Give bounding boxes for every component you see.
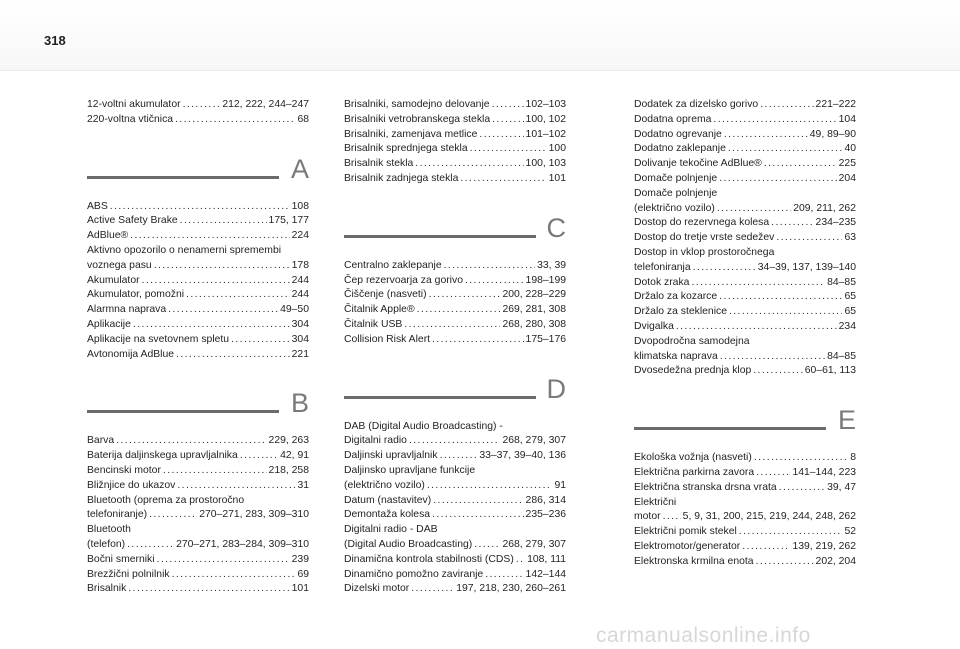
index-entry-term: Brisalniki vetrobranskega stekla <box>344 113 491 125</box>
index-entry-pages: 175–176 <box>525 333 566 345</box>
index-entry-term: Električna stranska drsna vrata <box>634 481 777 493</box>
index-entry-term: Aplikacije na svetovnem spletu <box>87 333 230 345</box>
dot-leader <box>444 259 535 274</box>
index-entry-term: Baterija daljinskega upravljalnika <box>87 450 238 462</box>
index-entry-term: 12-voltni akumulator <box>87 99 181 110</box>
index-entry <box>87 274 309 289</box>
index-entry-pages: 270–271, 283–284, 309–310 <box>176 538 309 550</box>
dot-leader <box>693 261 756 276</box>
index-entry <box>344 172 566 187</box>
index-entry-pages: 141–144, 223 <box>792 466 856 478</box>
index-entry-pages: 224 <box>291 230 309 242</box>
dot-leader <box>756 466 790 481</box>
dot-leader <box>739 525 843 540</box>
dot-leader <box>149 508 197 523</box>
dot-leader <box>779 481 825 496</box>
index-entry-term: Dodatna oprema <box>634 113 712 125</box>
index-entry-pages: 286, 314 <box>525 494 566 506</box>
index-entry <box>344 538 566 553</box>
index-entry <box>87 479 309 494</box>
index-entry <box>344 142 566 157</box>
index-entry-pages: 244 <box>291 274 309 286</box>
index-column-3 <box>634 98 856 570</box>
dot-leader <box>240 449 278 464</box>
index-entry-pages: 204 <box>838 172 856 184</box>
index-entry <box>634 466 856 481</box>
index-entry-pages: 239 <box>291 553 309 565</box>
index-entry-term: (Digital Audio Broadcasting) <box>344 538 473 550</box>
index-entry <box>634 142 856 157</box>
dot-leader <box>663 510 681 525</box>
index-entry <box>634 540 856 555</box>
index-entry-pages: 42, 91 <box>280 450 309 462</box>
dot-leader <box>417 303 501 318</box>
dot-leader <box>128 582 289 597</box>
index-entry-term: Brisalnik zadnjega stekla <box>344 172 459 184</box>
index-entry-pages: 178 <box>291 259 309 271</box>
index-entry-term: Avtonomija AdBlue <box>87 348 175 360</box>
index-entry-pages: 40 <box>844 143 856 155</box>
index-entry-pages: 101–102 <box>525 128 566 140</box>
index-entry <box>87 259 309 274</box>
index-entry-pages: 202, 204 <box>815 555 856 567</box>
index-entry-pages: 49–50 <box>280 304 309 316</box>
dot-leader <box>180 214 267 229</box>
index-entry-lead: Digitalni radio - DAB <box>344 524 438 536</box>
index-entry-pages: 142–144 <box>525 568 566 580</box>
index-entry-pages: 31 <box>297 479 309 491</box>
index-entry <box>87 318 309 333</box>
dot-leader <box>168 303 278 318</box>
index-entry-pages: 104 <box>838 113 856 125</box>
dot-leader <box>724 128 808 143</box>
dot-leader <box>460 172 546 187</box>
index-entry <box>344 494 566 509</box>
dot-leader <box>432 508 523 523</box>
dot-leader <box>742 540 790 555</box>
index-entry <box>634 231 856 246</box>
dot-leader <box>776 231 842 246</box>
index-entry <box>634 320 856 335</box>
index-entry-term: Električna parkirna zavora <box>634 466 755 478</box>
index-entry <box>634 555 856 570</box>
index-entry-pages: 268, 280, 308 <box>502 318 566 330</box>
index-entry-pages: 270–271, 283, 309–310 <box>199 509 309 521</box>
index-entry-term: Čitalnik Apple® <box>344 304 415 316</box>
index-entry-term: Collision Risk Alert <box>344 333 431 345</box>
index-entry-term: voznega pasu <box>87 259 152 271</box>
index-entry-term: klimatska naprava <box>634 350 718 362</box>
index-entry-pages: 200, 228–229 <box>502 289 566 301</box>
dot-leader <box>427 479 553 494</box>
index-entry-term: telefoniranja <box>634 261 691 273</box>
dot-leader <box>720 350 825 365</box>
index-entry-term: Dodatno zaklepanje <box>634 143 726 155</box>
index-entry-pages: 225 <box>838 158 856 170</box>
index-column-1 <box>87 98 309 597</box>
index-entry <box>634 172 856 187</box>
index-entry-term: Čiščenje (nasveti) <box>344 289 427 301</box>
index-entry-term: Dodatno ogrevanje <box>634 128 722 140</box>
index-entry-pages: 221–222 <box>815 99 856 110</box>
index-entry <box>634 350 856 365</box>
section-rule <box>634 427 826 430</box>
index-entry-term: Akumulator, pomožni <box>87 289 185 301</box>
index-entry <box>634 261 856 276</box>
dot-leader <box>756 555 814 570</box>
index-entry <box>87 449 309 464</box>
watermark: carmanualsonline.info <box>596 624 811 647</box>
dot-leader <box>492 98 524 113</box>
index-entry-pages: 244 <box>291 289 309 301</box>
index-entry-term: (telefon) <box>87 538 126 550</box>
section-header-b <box>87 388 309 428</box>
dot-leader <box>429 288 501 303</box>
index-entry-pages: 221 <box>291 348 309 360</box>
index-entry-term: Alarmna naprava <box>87 304 167 316</box>
section-letter: D <box>546 373 566 404</box>
dot-leader <box>691 276 825 291</box>
index-entry <box>344 303 566 318</box>
index-entry-pages: 102–103 <box>525 99 566 110</box>
index-entry-term: Digitalni radio <box>344 435 407 447</box>
index-entry <box>634 113 856 128</box>
index-entry <box>87 113 309 128</box>
index-entry-term: Daljinski upravljalnik <box>344 450 438 462</box>
index-entry-term: Dolivanje tekočine AdBlue® <box>634 158 762 170</box>
index-entry-term: telefoniranje) <box>87 509 148 521</box>
index-entry <box>344 318 566 333</box>
index-entry-pages: 100, 102 <box>525 113 566 125</box>
index-entry-term: motor <box>634 511 661 523</box>
index-entry-pages: 304 <box>291 333 309 345</box>
index-entry <box>344 157 566 172</box>
index-entry-lead: Dostop in vklop prostoročnega <box>634 246 775 258</box>
dot-leader <box>474 538 500 553</box>
index-entry-term: Brisalniki, zamenjava metlice <box>344 128 478 140</box>
dot-leader <box>760 98 813 113</box>
dot-leader <box>764 157 837 172</box>
index-entry-term: Dostop do tretje vrste sedežev <box>634 232 775 244</box>
index-entry-lead: Električni <box>634 496 677 508</box>
index-entry-lead: Bluetooth (oprema za prostoročno <box>87 494 245 506</box>
index-entry <box>344 449 566 464</box>
section-rule <box>344 235 536 238</box>
index-entry-pages: 198–199 <box>525 274 566 286</box>
dot-leader <box>411 582 454 597</box>
index-entry-pages: 234 <box>838 320 856 332</box>
dot-leader <box>465 274 524 289</box>
dot-leader <box>432 333 524 348</box>
index-entry-pages: 100 <box>548 143 566 155</box>
index-entry <box>87 553 309 568</box>
index-entry-pages: 139, 219, 262 <box>792 540 856 552</box>
page-header-band <box>0 0 960 71</box>
section-header-a <box>87 154 309 194</box>
index-entry-pages: 100, 103 <box>525 158 566 170</box>
index-entry-pages: 69 <box>297 568 309 580</box>
index-entry-pages: 235–236 <box>525 509 566 521</box>
index-entry-pages: 268, 279, 307 <box>502 435 566 447</box>
index-entry-term: Elektromotor/generator <box>634 540 741 552</box>
index-entry-term: Dinamična kontrola stabilnosti (CDS) <box>344 553 514 565</box>
dot-leader <box>753 364 803 379</box>
index-entry-pages: 84–85 <box>827 276 856 288</box>
index-entry-term: Dvosedežna prednja klop <box>634 365 752 377</box>
section-header-c <box>344 213 566 253</box>
section-letter: B <box>290 388 309 419</box>
index-entry <box>87 582 309 597</box>
dot-leader <box>154 259 290 274</box>
index-entry <box>344 128 566 143</box>
index-entry-pages: 218, 258 <box>268 464 309 476</box>
dot-leader <box>172 568 296 583</box>
dot-leader <box>142 274 290 289</box>
index-entry <box>87 98 309 113</box>
index-entry-pages: 268, 279, 307 <box>502 538 566 550</box>
index-entry <box>634 305 856 320</box>
section-header-d <box>344 374 566 414</box>
index-entry-pages: 65 <box>844 291 856 303</box>
index-entry-term: Bencinski motor <box>87 464 161 476</box>
dot-leader <box>415 157 523 172</box>
index-entry <box>634 481 856 496</box>
index-entry <box>87 200 309 215</box>
index-entry-term: 220-voltna vtičnica <box>87 113 174 125</box>
index-entry-pages: 60–61, 113 <box>804 365 856 377</box>
dot-leader <box>713 113 836 128</box>
index-entry-lead: DAB (Digital Audio Broadcasting) - <box>344 420 503 432</box>
section-header-e <box>634 405 856 445</box>
index-entry <box>87 464 309 479</box>
index-entry-pages: 197, 218, 230, 260–261 <box>456 583 566 595</box>
index-entry <box>344 568 566 583</box>
dot-leader <box>404 318 500 333</box>
index-entry-term: Centralno zaklepanje <box>344 259 442 271</box>
dot-leader <box>157 553 290 568</box>
index-entry-term: Brezžični polnilnik <box>87 568 170 580</box>
dot-leader <box>231 333 290 348</box>
section-rule <box>87 410 279 413</box>
section-rule <box>344 396 536 399</box>
index-entry-pages: 304 <box>291 318 309 330</box>
index-entry <box>87 303 309 318</box>
index-entry <box>87 214 309 229</box>
index-entry-pages: 229, 263 <box>268 435 309 447</box>
index-entry-term: Brisalniki, samodejno delovanje <box>344 99 490 110</box>
section-rule <box>87 176 279 179</box>
section-letter: C <box>546 212 566 243</box>
index-entry-term: Čitalnik USB <box>344 318 403 330</box>
index-entry-term: Elektronska krmilna enota <box>634 555 754 567</box>
dot-leader <box>479 128 523 143</box>
index-entry <box>634 98 856 113</box>
index-entry-term: Dinamično pomožno zaviranje <box>344 568 484 580</box>
index-entry <box>87 348 309 363</box>
index-entry-term: Akumulator <box>87 274 140 286</box>
index-entry-term: ABS <box>87 200 108 212</box>
index-entry <box>634 202 856 217</box>
section-letter: A <box>290 153 309 184</box>
index-entry-pages: 39, 47 <box>827 481 856 493</box>
dot-leader <box>409 434 500 449</box>
index-entry-term: Domače polnjenje <box>634 172 718 184</box>
index-entry-term: Aplikacije <box>87 318 131 330</box>
index-entry <box>634 364 856 379</box>
dot-leader <box>754 451 848 466</box>
index-entry-pages: 33, 39 <box>537 259 566 271</box>
index-entry-pages: 63 <box>844 232 856 244</box>
index-entry-pages: 33–37, 39–40, 136 <box>479 450 566 462</box>
index-entry <box>344 333 566 348</box>
dot-leader <box>676 320 837 335</box>
dot-leader <box>163 464 267 479</box>
index-entry-term: AdBlue® <box>87 230 129 242</box>
index-entry <box>634 510 856 525</box>
dot-leader <box>433 494 523 509</box>
index-entry <box>87 568 309 583</box>
index-entry-term: Bočni smerniki <box>87 553 155 565</box>
index-entry <box>344 259 566 274</box>
dot-leader <box>470 142 547 157</box>
index-entry <box>87 288 309 303</box>
page-number: 318 <box>44 33 66 48</box>
index-entry <box>344 113 566 128</box>
index-entry-term: Brisalnik stekla <box>344 158 414 170</box>
index-entry <box>344 434 566 449</box>
dot-leader <box>127 538 174 553</box>
dot-leader <box>110 200 290 215</box>
index-entry-term: Električni pomik stekel <box>634 526 737 538</box>
dot-leader <box>176 348 290 363</box>
index-entry-term: Dvigalka <box>634 320 674 332</box>
dot-leader <box>116 434 266 449</box>
index-entry <box>87 434 309 449</box>
index-entry-pages: 101 <box>291 583 309 595</box>
index-entry-pages: 8 <box>850 452 856 464</box>
index-entry <box>634 525 856 540</box>
index-entry-pages: 101 <box>548 172 566 184</box>
index-entry-term: Dostop do rezervnega kolesa <box>634 217 770 229</box>
index-entry-pages: 108, 111 <box>527 553 566 565</box>
index-entry-term: Dodatek za dizelsko gorivo <box>634 99 759 110</box>
index-entry-term: Držalo za kozarce <box>634 291 718 303</box>
dot-leader <box>729 305 842 320</box>
dot-leader <box>516 553 525 568</box>
dot-leader <box>133 318 290 333</box>
index-entry <box>87 229 309 244</box>
index-entry-pages: 49, 89–90 <box>809 128 856 140</box>
dot-leader <box>717 202 791 217</box>
index-entry <box>634 216 856 231</box>
index-entry-pages: 34–39, 137, 139–140 <box>757 261 856 273</box>
index-entry-lead: Domače polnjenje <box>634 187 718 199</box>
index-entry-lead: Aktivno opozorilo o nenamerni spremembi <box>87 244 282 256</box>
index-entry <box>344 508 566 523</box>
index-entry-term: Demontaža kolesa <box>344 509 431 521</box>
index-entry <box>634 451 856 466</box>
index-entry-term: Brisalnik <box>87 583 127 595</box>
index-entry-pages: 269, 281, 308 <box>502 304 566 316</box>
index-entry-pages: 52 <box>844 526 856 538</box>
index-entry-pages: 234–235 <box>815 217 856 229</box>
index-entry-term: Brisalnik sprednjega stekla <box>344 143 468 155</box>
index-entry-term: Barva <box>87 435 115 447</box>
index-entry-pages: 108 <box>291 200 309 212</box>
index-entry-pages: 68 <box>297 113 309 125</box>
index-entry <box>634 290 856 305</box>
dot-leader <box>485 568 523 583</box>
dot-leader <box>719 290 842 305</box>
index-entry <box>344 98 566 113</box>
index-entry-term: Bližnjice do ukazov <box>87 479 176 491</box>
dot-leader <box>177 479 295 494</box>
dot-leader <box>440 449 478 464</box>
index-entry-lead: Bluetooth <box>87 524 131 536</box>
index-entry <box>344 553 566 568</box>
index-entry-term: Dizelski motor <box>344 583 410 595</box>
index-entry-term: Dotok zraka <box>634 276 690 288</box>
index-entry <box>344 479 566 494</box>
dot-leader <box>130 229 289 244</box>
dot-leader <box>175 113 295 128</box>
index-entry-term: (električno vozilo) <box>344 479 425 491</box>
index-entry-pages: 84–85 <box>827 350 856 362</box>
index-entry <box>344 288 566 303</box>
index-entry-term: Active Safety Brake <box>87 215 178 227</box>
index-entry <box>344 274 566 289</box>
index-entry-pages: 212, 222, 244–247 <box>222 99 309 110</box>
dot-leader <box>183 98 221 113</box>
dot-leader <box>771 216 813 231</box>
index-entry <box>634 276 856 291</box>
index-entry <box>87 508 309 523</box>
index-entry-term: (električno vozilo) <box>634 202 715 214</box>
index-entry <box>87 538 309 553</box>
index-column-2 <box>344 98 566 597</box>
index-entry-pages: 91 <box>554 479 566 491</box>
index-entry-pages: 5, 9, 31, 200, 215, 219, 244, 248, 262 <box>682 511 856 523</box>
index-entry-pages: 175, 177 <box>268 215 309 227</box>
dot-leader <box>492 113 523 128</box>
index-entry-term: Datum (nastavitev) <box>344 494 432 506</box>
section-letter: E <box>837 405 856 436</box>
index-entry-pages: 65 <box>844 306 856 318</box>
index-entry-pages: 209, 211, 262 <box>793 202 856 214</box>
dot-leader <box>728 142 843 157</box>
index-entry-term: Čep rezervoarja za gorivo <box>344 274 463 286</box>
index-entry-term: Ekološka vožnja (nasveti) <box>634 452 752 464</box>
index-entry <box>87 333 309 348</box>
index-entry <box>634 157 856 172</box>
dot-leader <box>186 288 290 303</box>
index-entry-lead: Daljinsko upravljane funkcije <box>344 464 476 476</box>
index-entry-term: Držalo za steklenice <box>634 306 727 318</box>
index-entry <box>344 582 566 597</box>
dot-leader <box>719 172 836 187</box>
index-entry-lead: Dvopodročna samodejna <box>634 335 750 347</box>
index-entry <box>634 128 856 143</box>
